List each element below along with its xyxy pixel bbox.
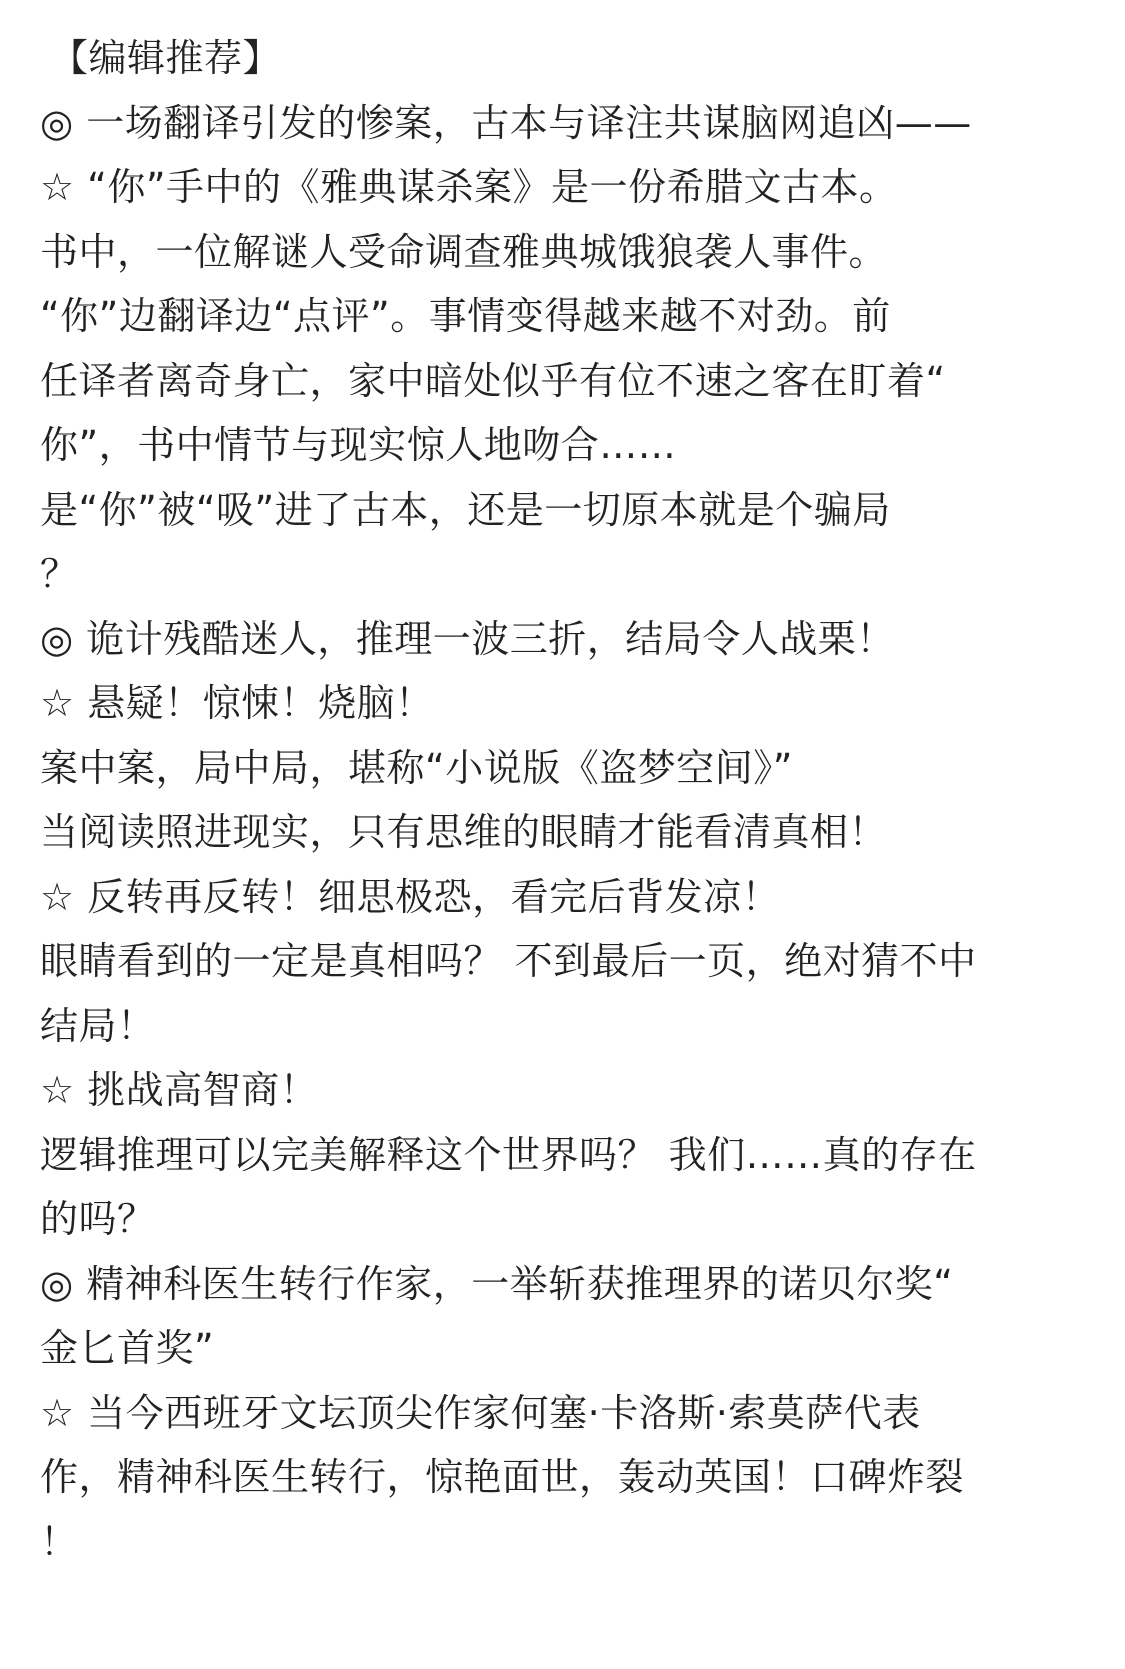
text-line: 金匕首奖” xyxy=(40,1326,215,1370)
text-line: 眼睛看到的一定是真相吗？ 不到最后一页，绝对猜不中 xyxy=(40,939,977,983)
editor-recommendation-text xyxy=(40,26,1080,1574)
text-line: 的吗？ xyxy=(40,1197,156,1241)
text-line: ！ xyxy=(40,1519,79,1564)
text-line: 结局！ xyxy=(40,1003,156,1048)
text-line: ◎ 诡计残酷迷人，推理一波三折，结局令人战栗！ xyxy=(40,616,895,661)
text-line: ☆ 挑战高智商！ xyxy=(40,1068,319,1112)
text-line: ☆ “你”手中的《雅典谋杀案》是一份希腊文古本。 xyxy=(40,165,898,209)
text-line: 任译者离奇身亡，家中暗处似乎有位不速之客在盯着“ xyxy=(40,358,946,403)
text-line: 你”，书中情节与现实惊人地吻合…… xyxy=(40,423,677,467)
text-line: ☆ 悬疑！惊悚！烧脑！ xyxy=(40,681,434,725)
text-line: 是“你”被“吸”进了古本，还是一切原本就是个骗局 xyxy=(40,487,891,532)
text-line: 作，精神科医生转行，惊艳面世，轰动英国！口碑炸裂 xyxy=(40,1455,965,1499)
text-line: 当阅读照进现实，只有思维的眼睛才能看清真相！ xyxy=(40,810,888,854)
text-line: ◎ 精神科医生转行作家，一举斩获推理界的诺贝尔奖“ xyxy=(40,1261,954,1306)
text-line: ？ xyxy=(40,552,79,596)
text-line: “你”边翻译边“点评”。事情变得越来越不对劲。前 xyxy=(40,294,891,338)
text-line: 案中案，局中局，堪称“小说版《盗梦空间》” xyxy=(40,745,793,790)
section-heading: 【编辑推荐】 xyxy=(50,36,282,80)
text-line: ☆ 反转再反转！细思极恐，看完后背发凉！ xyxy=(40,874,781,919)
text-line: ◎ 一场翻译引发的惨案，古本与译注共谋脑网追凶—— xyxy=(40,100,972,145)
text-line: 逻辑推理可以完美解释这个世界吗？ 我们……真的存在 xyxy=(40,1132,977,1177)
text-line: 书中，一位解谜人受命调查雅典城饿狼袭人事件。 xyxy=(40,229,888,274)
text-line: ☆ 当今西班牙文坛顶尖作家何塞·卡洛斯·索莫萨代表 xyxy=(40,1390,921,1435)
